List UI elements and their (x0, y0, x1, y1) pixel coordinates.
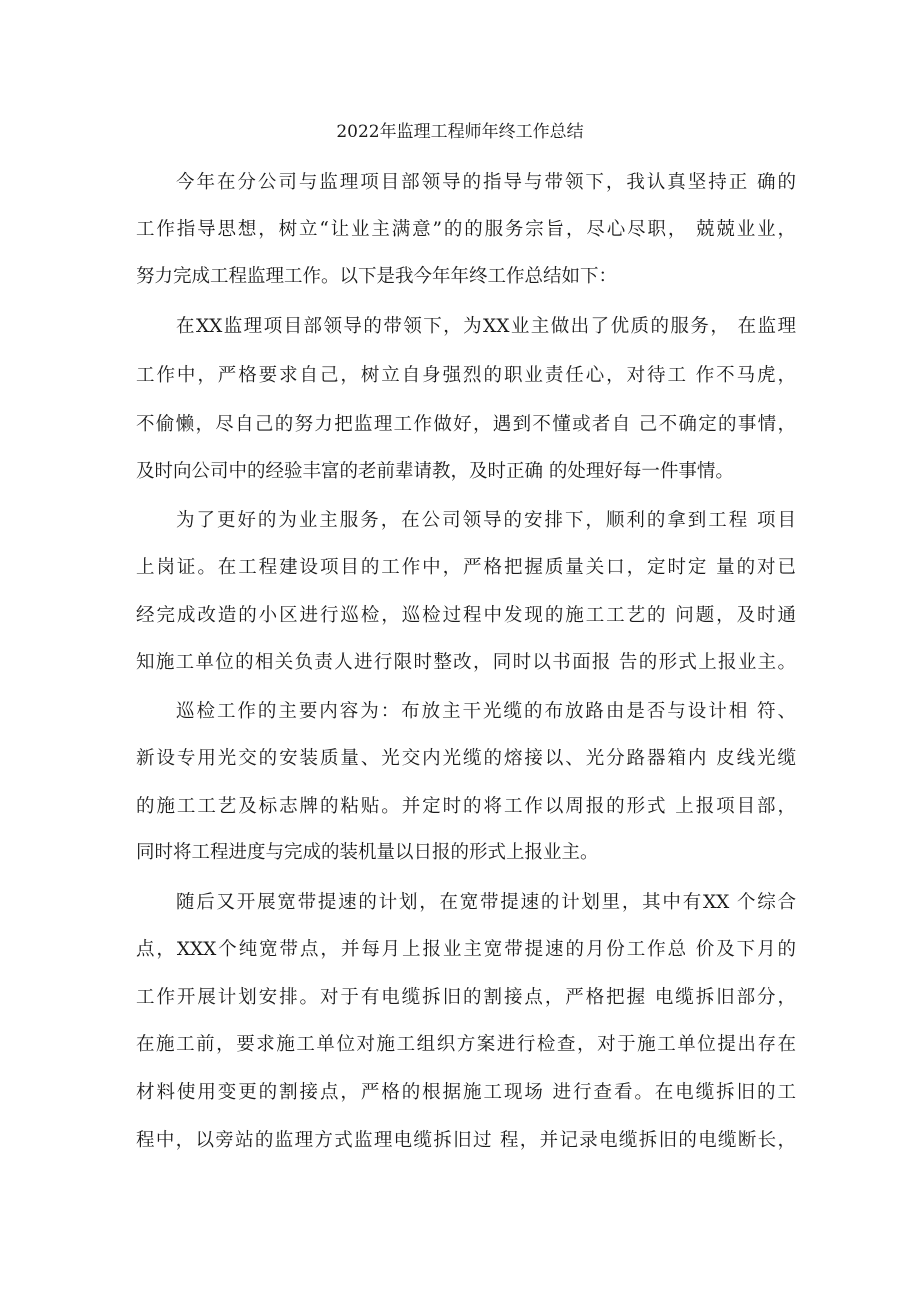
paragraph-line: 工作指导思想，树立“让业主满意”的的服务宗旨，尽心尽职， 兢兢业业， (136, 219, 796, 240)
paragraph-line: 经完成改造的小区进行巡检，巡检过程中发现的施工工艺的 问题，及时通 (136, 605, 796, 626)
paragraph-line: 为了更好的为业主服务，在公司领导的安排下，顺利的拿到工程 项目 (176, 510, 796, 531)
paragraph-line: 程中，以旁站的监理方式监理电缆拆旧过 程，并记录电缆拆旧的电缆断长， (136, 1130, 796, 1151)
paragraph-line: 新设专用光交的安装质量、光交内光缆的熔接以、光分路器箱内 皮线光缆 (136, 748, 796, 769)
paragraph-line: 在XX监理项目部领导的带领下，为XX业主做出了优质的服务， 在监理 (176, 316, 796, 337)
paragraph-line: 的施工工艺及标志牌的粘贴。并定时的将工作以周报的形式 上报项目部， (136, 796, 796, 817)
paragraph-line: 随后又开展宽带提速的计划，在宽带提速的计划里，其中有XX 个综合 (176, 892, 796, 913)
paragraph-line: 知施工单位的相关负责人进行限时整改，同时以书面报 告的形式上报业主。 (136, 652, 796, 673)
paragraph-line: 在施工前，要求施工单位对施工组织方案进行检查，对于施工单位提出存在 (136, 1034, 796, 1055)
paragraph-line: 工作开展计划安排。对于有电缆拆旧的割接点，严格把握 电缆拆旧部分， (136, 987, 796, 1008)
paragraph-line: 点，XXX个纯宽带点，并每月上报业主宽带提速的月份工作总 价及下月的 (136, 939, 796, 960)
paragraph-line: 及时向公司中的经验丰富的老前辈请教，及时正确 的处理好每一件事情。 (136, 461, 734, 482)
paragraph-line: 巡检工作的主要内容为：布放主干光缆的布放路由是否与设计相 符、 (176, 701, 796, 722)
paragraph-line: 材料使用变更的割接点，严格的根据施工现场 进行查看。在电缆拆旧的工 (136, 1082, 796, 1103)
paragraph-line: 工作中，严格要求自己，树立自身强烈的职业责任心，对待工 作不马虎， (136, 365, 796, 386)
paragraph-line: 上岗证。在工程建设项目的工作中，严格把握质量关口，定时定 量的对已 (136, 557, 796, 578)
paragraph-line: 努力完成工程监理工作。以下是我今年年终工作总结如下： (136, 266, 618, 287)
paragraph-line: 同时将工程进度与完成的装机量以日报的形式上报业主。 (136, 842, 599, 863)
paragraph-line: 不偷懒，尽自己的努力把监理工作做好，遇到不懂或者自 己不确定的事情， (136, 414, 796, 435)
document-title: 2022年监理工程师年终工作总结 (336, 122, 584, 142)
paragraph-line: 今年在分公司与监理项目部领导的指导与带领下，我认真坚持正 确的 (176, 172, 796, 193)
